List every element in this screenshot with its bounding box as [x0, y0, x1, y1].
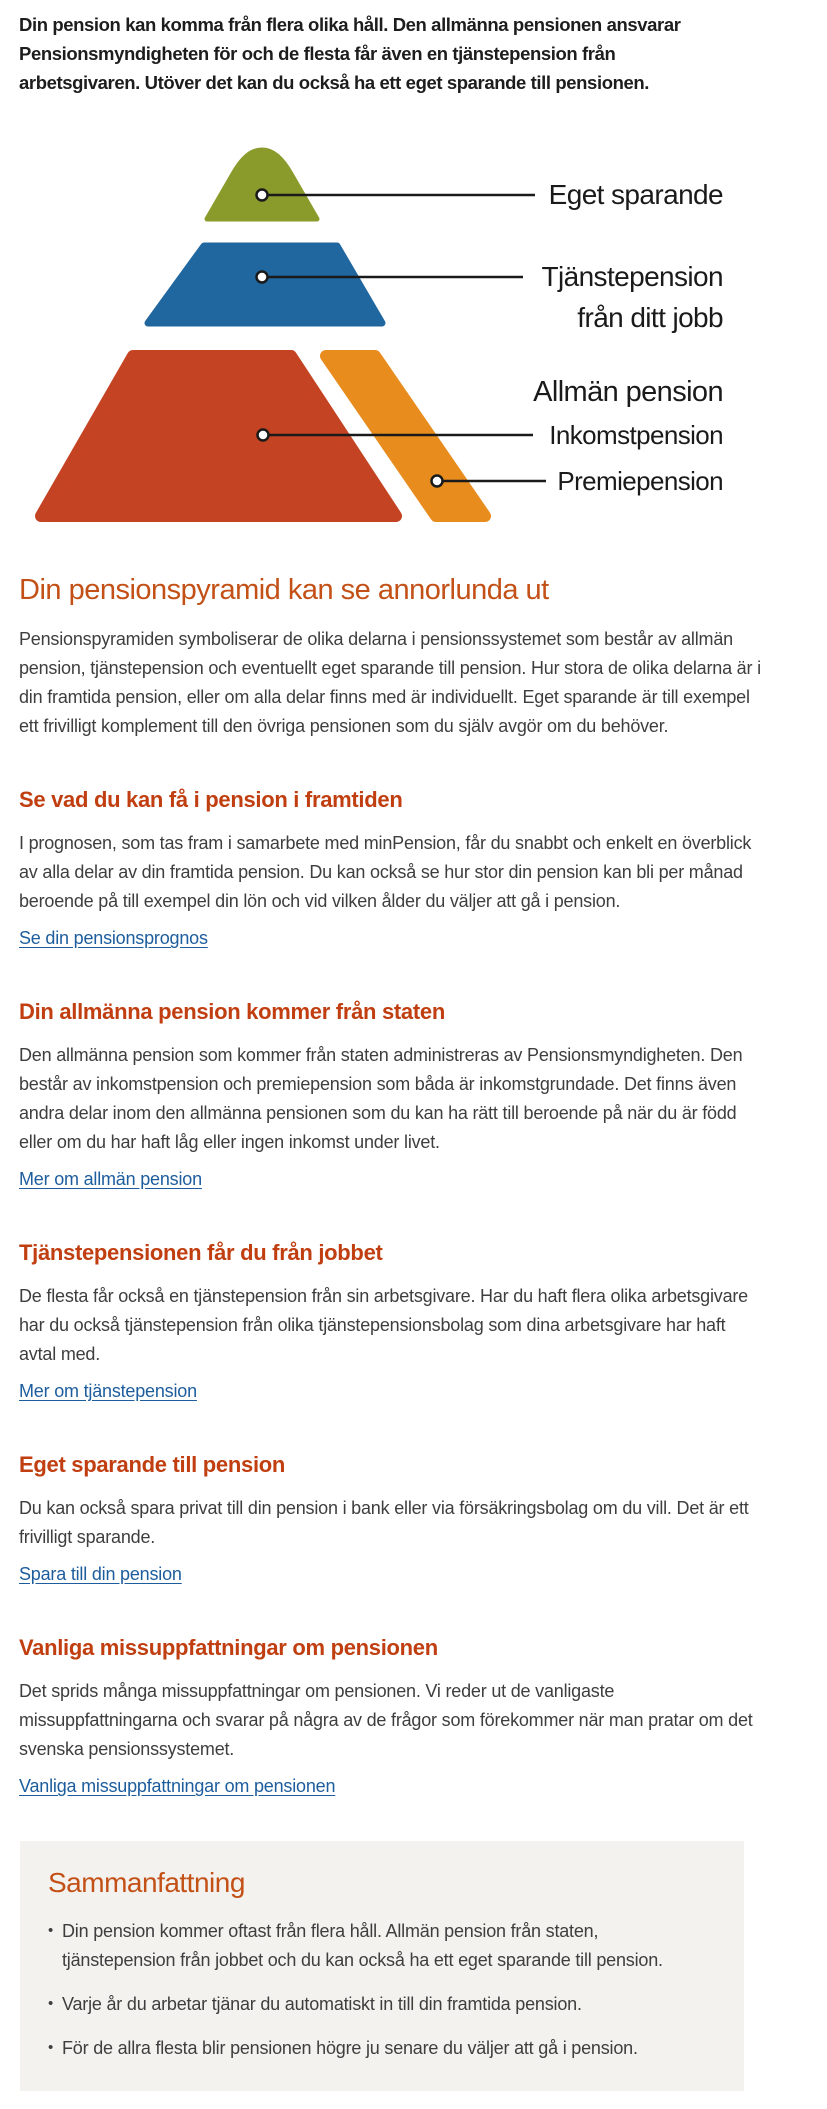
section-prognos — [19, 787, 827, 953]
intro-paragraph: Din pension kan komma från flera olika håll. Den allmänna pensionen ansvarar Pensionsmyndigheten för och de flesta får även en tjänstepension från arbetsgivaren. Utöver det kan du också ha ett eget sparande till pensionen. — [19, 14, 681, 93]
pyramid-label-tjanstepension — [541, 256, 723, 338]
section-heading-tjanstepension: Tjänstepensionen får du från jobbet — [19, 1240, 383, 1265]
link-se-din-pensionsprognos[interactable]: Se din pensionsprognos — [19, 928, 208, 948]
section-allman-pension — [19, 999, 827, 1194]
pyramid-label-allman-pension: Allmän pension — [533, 376, 723, 408]
label-dot-premiepension — [432, 476, 443, 487]
section-paragraph-missuppfattningar: Det sprids många missuppfattningar om pensionen. Vi reder ut de vanligaste missuppfattningarna och svarar på några av de frågor som förekommer när man pratar om det svenska pensionssystemet. — [19, 1681, 753, 1759]
eget-sparande-segment — [207, 150, 317, 219]
pension-pyramid-figure — [0, 97, 827, 529]
section-heading-allman-pension: Din allmänna pension kommer från staten — [19, 999, 445, 1024]
section-missuppfattningar — [19, 1635, 827, 1801]
summary-bullet: • Varje år du arbetar tjänar du automatiskt in till din framtida pension. — [48, 1990, 700, 2019]
section-paragraph-pyramid: Pensionspyramiden symboliserar de olika delarna i pensionssystemet som består av allmän pension, tjänstepension och eventuellt eget sparande till pension. Hur stora de olika delarna är i din framtida pension, eller om alla delar finns med är individuellt. Eget sparande är till exempel ett frivilligt komplement till den övriga pensionen som du själv avgör om du behöver. — [19, 629, 761, 736]
summary-box — [20, 1841, 744, 2091]
section-tjanstepension — [19, 1240, 827, 1406]
tjanstepension-segment — [148, 246, 382, 323]
section-heading-eget-sparande: Eget sparande till pension — [19, 1452, 286, 1477]
pyramid-label-tjanstepension-line1: Tjänstepension — [541, 261, 723, 292]
link-vanliga-missuppfattningar[interactable]: Vanliga missuppfattningar om pensionen — [19, 1776, 336, 1796]
label-dot-tjanstepension — [257, 272, 268, 283]
main-content — [0, 574, 827, 1801]
section-paragraph-prognos: I prognosen, som tas fram i samarbete med minPension, får du snabbt och enkelt en överblick av alla delar av din framtida pension. Du kan också se hur stor din pension kan bli per månad beroende på till exempel din lön och vid vilken ålder du väljer att gå i pension. — [19, 833, 752, 911]
summary-list — [48, 1917, 700, 2063]
label-dot-eget-sparande — [257, 190, 268, 201]
pyramid-label-inkomstpension: Inkomstpension — [549, 420, 723, 450]
summary-bullet: • För de allra flesta blir pensionen högre ju senare du väljer att gå i pension. — [48, 2034, 700, 2063]
pyramid-label-premiepension: Premiepension — [557, 466, 723, 496]
link-mer-om-allman-pension[interactable]: Mer om allmän pension — [19, 1169, 202, 1189]
section-heading-missuppfattningar: Vanliga missuppfattningar om pensionen — [19, 1635, 438, 1660]
label-dot-inkomstpension — [258, 430, 269, 441]
section-eget-sparande — [19, 1452, 827, 1589]
pyramid-label-tjanstepension-line2: från ditt jobb — [577, 302, 723, 333]
section-heading-prognos: Se vad du kan få i pension i framtiden — [19, 787, 403, 812]
pyramid-label-eget-sparande: Eget sparande — [548, 179, 723, 210]
link-mer-om-tjanstepension[interactable]: Mer om tjänstepension — [19, 1381, 197, 1401]
section-paragraph-eget-sparande: Du kan också spara privat till din pension i bank eller via försäkringsbolag om du vill. Det är ett frivilligt sparande. — [19, 1498, 749, 1547]
summary-bullet: • Din pension kommer oftast från flera håll. Allmän pension från staten, tjänstepension från jobbet och du kan också ha ett eget sparande till pension. — [48, 1917, 700, 1975]
section-paragraph-allman-pension: Den allmänna pension som kommer från staten administreras av Pensionsmyndigheten. Den består av inkomstpension och premiepension som båda är inkomstgrundade. Det finns även andra delar inom den allmänna pensionen som du kan ha rätt till beroende på när du är född eller om du har haft låg eller ingen inkomst under livet. — [19, 1045, 743, 1152]
link-spara-till-din-pension[interactable]: Spara till din pension — [19, 1564, 182, 1584]
page-title: Din pensionspyramid kan se annorlunda ut — [19, 574, 549, 606]
section-paragraph-tjanstepension: De flesta får också en tjänstepension från sin arbetsgivare. Har du haft flera olika arbetsgivare har du också tjänstepension från olika tjänstepensionsbolag som dina arbetsgivare har haft avtal med. — [19, 1286, 748, 1364]
summary-title: Sammanfattning — [48, 1867, 245, 1898]
